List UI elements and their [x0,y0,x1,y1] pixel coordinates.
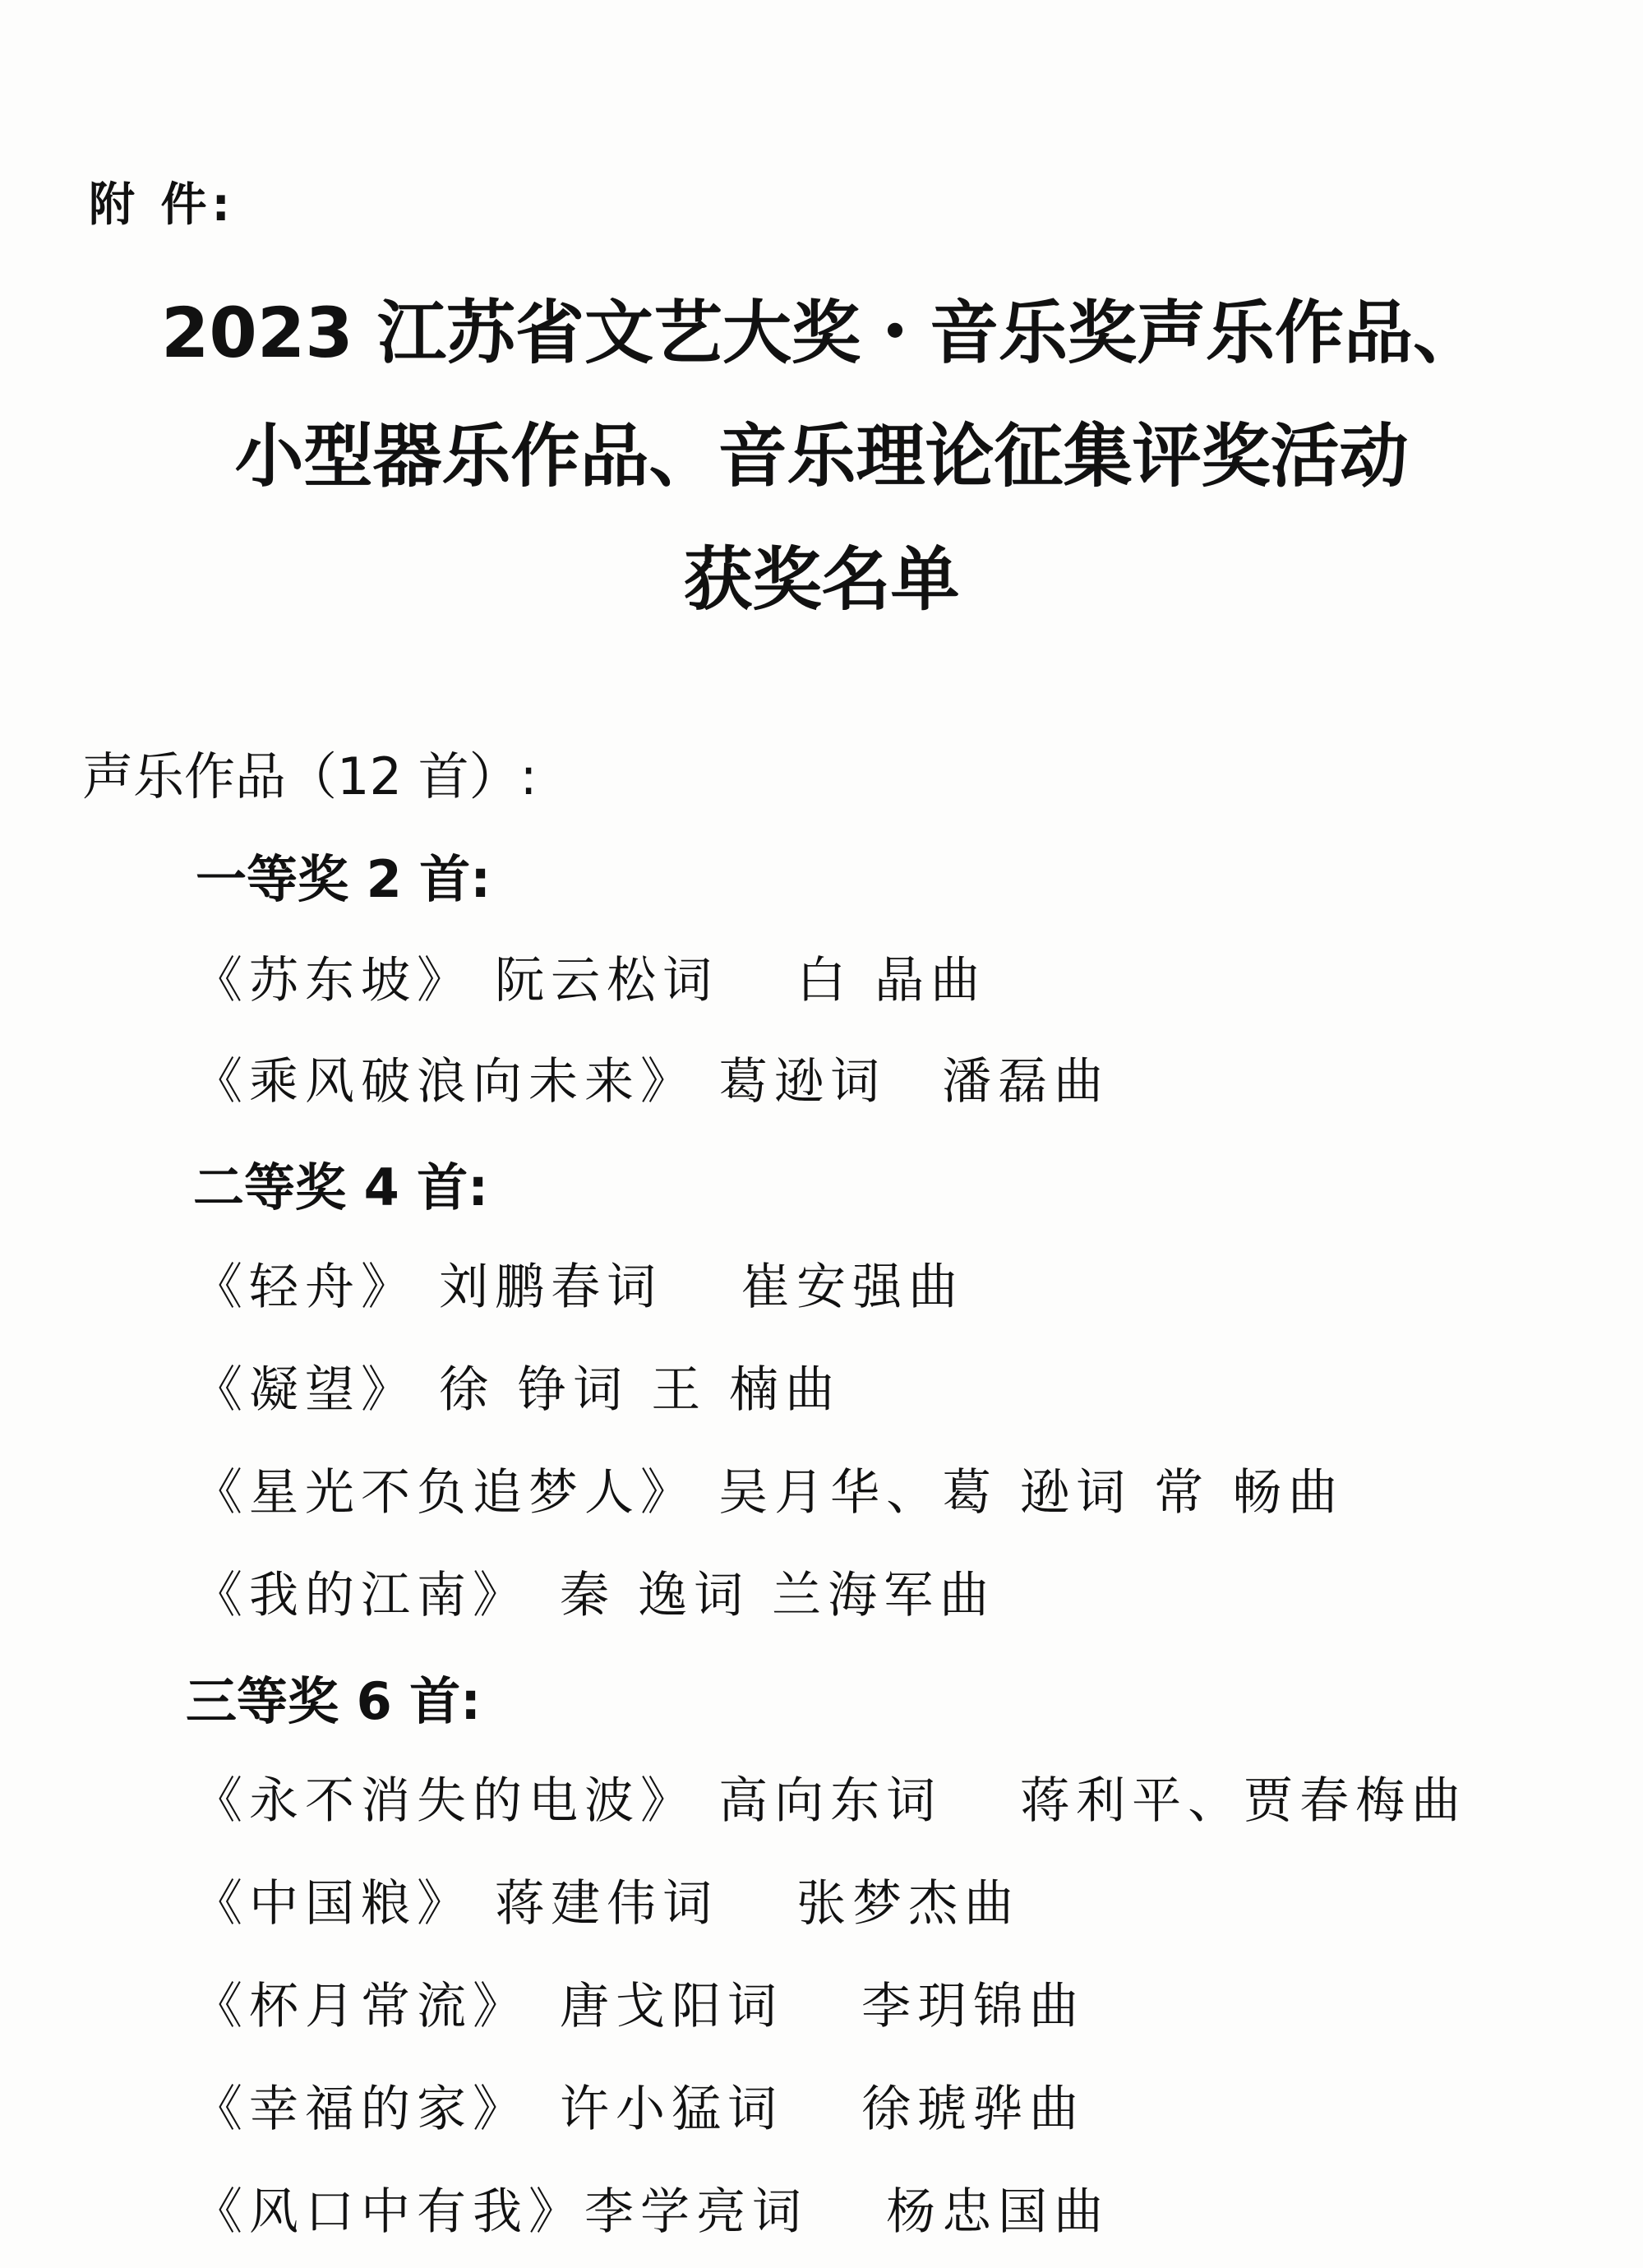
prize-heading-third: 三等奖 6 首: [186,1671,482,1731]
list-item: 《乘风破浪向未来》 葛逊词 潘磊曲 [193,1053,1110,1111]
list-item: 《幸福的家》 许小猛词 徐琥骅曲 [193,2081,1086,2138]
list-item: 《中国粮》 蒋建伟词 张梦杰曲 [193,1875,1021,1933]
prize-heading-second: 二等奖 4 首: [193,1157,489,1217]
title-line-2: 小型器乐作品、音乐理论征集评奖活动 [234,416,1409,497]
title-line-1: 2023 江苏省文艺大奖・音乐奖声乐作品、 [160,293,1483,373]
document-title [0,271,1643,641]
list-item: 《风口中有我》李学亮词 杨忠国曲 [193,2183,1110,2241]
list-item: 《我的江南》 秦 逸词 兰海军曲 [193,1567,996,1624]
section-heading-vocal-works: 声乐作品（12 首）: [82,746,538,806]
title-line-3: 获奖名单 [683,539,960,620]
list-item: 《苏东坡》 阮云松词 白 晶曲 [193,952,987,1009]
list-item: 《凝望》 徐 铮词 王 楠曲 [193,1361,842,1419]
prize-heading-first: 一等奖 2 首: [196,849,492,909]
attachment-label: 附 件: [89,178,235,232]
list-item: 《星光不负追梦人》 吴月华、葛 逊词 常 畅曲 [193,1464,1345,1522]
list-item: 《轻舟》 刘鹏春词 崔安强曲 [193,1259,965,1316]
list-item: 《杯月常流》 唐戈阳词 李玥锦曲 [193,1978,1086,2035]
list-item: 《永不消失的电波》 高向东词 蒋利平、贾春梅曲 [193,1772,1468,1830]
